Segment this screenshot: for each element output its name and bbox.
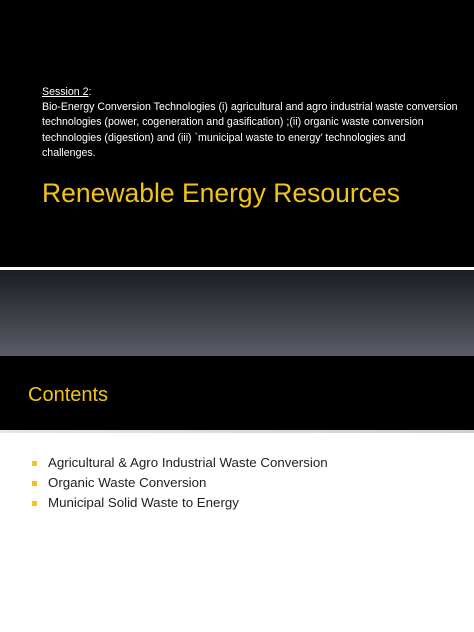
slide-title: Renewable Energy Resources xyxy=(42,178,400,208)
list-item-label: Agricultural & Agro Industrial Waste Conversion xyxy=(48,455,328,470)
session-description: Bio-Energy Conversion Technologies (i) agricultural and agro industrial waste conversion technologies (power, cogeneration and gasification) ;(ii) organic waste conversion technologies (digestion) and (iii) `municipal waste to energy’ technologies and challenges. xyxy=(42,101,458,159)
session-description-block xyxy=(42,85,462,161)
square-bullet-icon xyxy=(32,481,37,486)
contents-list xyxy=(32,453,328,513)
list-item-label: Organic Waste Conversion xyxy=(48,475,207,490)
title-slide xyxy=(0,0,474,267)
square-bullet-icon xyxy=(32,501,37,506)
contents-title: Contents xyxy=(28,384,109,406)
list-item xyxy=(32,493,328,513)
session-heading xyxy=(42,85,462,100)
list-item-label: Municipal Solid Waste to Energy xyxy=(48,495,239,510)
contents-body xyxy=(0,433,474,632)
session-label: Session 2 xyxy=(42,86,89,98)
list-item xyxy=(32,453,328,473)
list-item xyxy=(32,473,328,493)
session-colon: : xyxy=(88,86,92,98)
gradient-band xyxy=(0,270,474,356)
square-bullet-icon xyxy=(32,461,37,466)
contents-header xyxy=(0,356,474,430)
